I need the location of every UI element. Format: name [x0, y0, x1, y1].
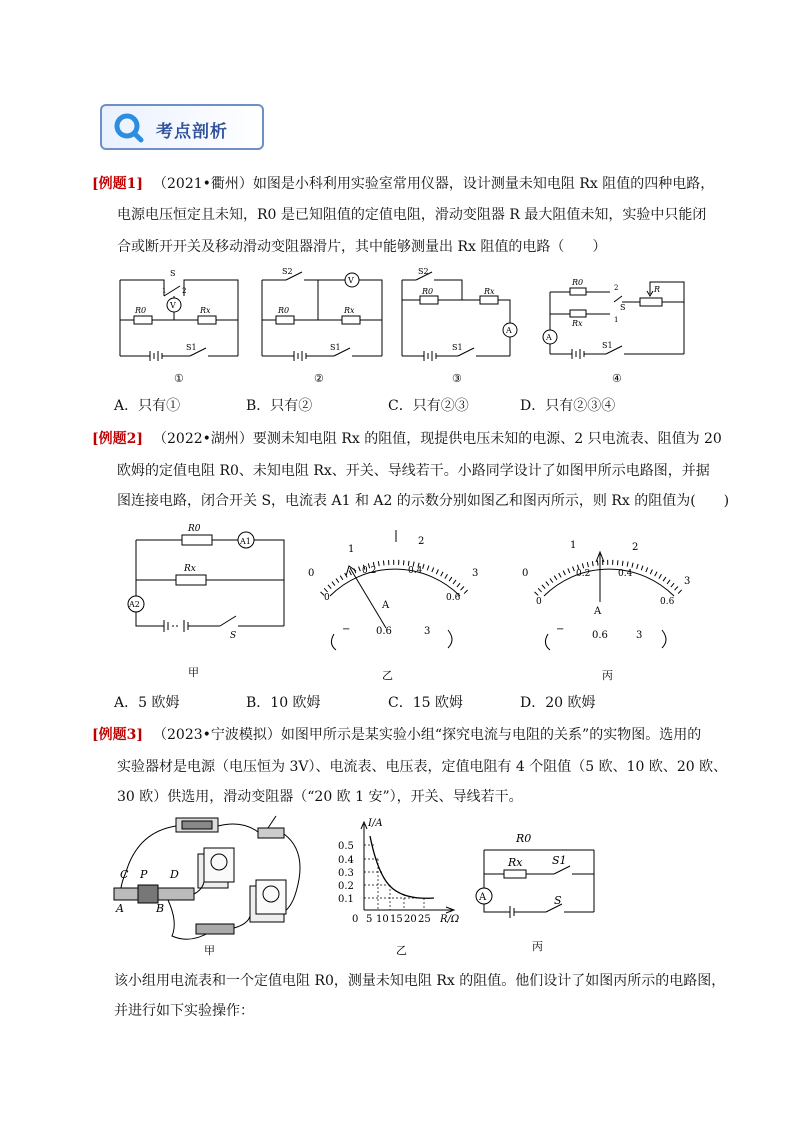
- c4-t2: 2: [614, 284, 619, 292]
- ex2-fig-jia: [120, 518, 296, 682]
- yi3-ytick-04: 0.4: [338, 855, 354, 866]
- c1-t1: 1: [162, 287, 167, 295]
- c3-a: A: [506, 326, 512, 335]
- ex2-line2: 欧姆的定值电阻 R0、未知电阻 Rx、开关、导线若干。小路同学设计了如图甲所示电路图，并据: [117, 463, 710, 479]
- banner-title: 考点剖析: [156, 122, 228, 142]
- jia-s: S: [230, 631, 237, 641]
- ex1-tag: [例题1]: [92, 176, 143, 192]
- jia-r0: R0: [188, 524, 201, 534]
- ex3-line2: 实验器材是电源（电压恒为 3V）、电流表、电压表，定值电阻有 4 个阻值（5 欧、10 欧、20 欧、: [117, 759, 728, 775]
- c3-s2: S2: [418, 268, 429, 276]
- jia-a2: A2: [129, 600, 140, 609]
- bing-tick-o0: 0: [522, 568, 529, 579]
- bing3-s: S: [554, 894, 562, 907]
- bing3-caption: 丙: [532, 940, 543, 953]
- search-icon: [114, 113, 144, 143]
- yi3-ytick-05: 0.5: [338, 841, 354, 852]
- ex2-meter-yi: [300, 524, 490, 684]
- yi-tick-i2: 0.4: [408, 566, 423, 576]
- c1-t2: 2: [182, 287, 187, 295]
- bing-tick-o1: 1: [570, 540, 577, 551]
- c4-num: ④: [612, 372, 622, 385]
- yi-tick-i3: 0.6: [446, 593, 461, 603]
- bing-term-neg: −: [556, 624, 565, 635]
- jia-caption: 甲: [188, 666, 199, 679]
- ex2-option-b[interactable]: B．10 欧姆: [246, 695, 321, 711]
- yi-tick-i1: 0.2: [362, 566, 377, 576]
- yi-caption: 乙: [382, 669, 393, 682]
- ex3-fig-jia: [108, 812, 320, 960]
- bing3-a: A: [479, 892, 487, 903]
- yi3-xtick-0: 0: [352, 914, 359, 925]
- circuit-3: [394, 268, 526, 388]
- yi3-xtick-20: 20: [404, 914, 417, 925]
- yi-term-06: 0.6: [376, 626, 392, 637]
- ex1-option-a[interactable]: A．只有①: [114, 398, 181, 414]
- ex3-line5: 并进行如下实验操作：: [114, 1003, 254, 1019]
- ex2-option-c[interactable]: C．15 欧姆: [388, 695, 463, 711]
- ex3-line3: 30 欧）供选用，滑动变阻器（“20 欧 1 安”），开关、导线若干。: [117, 789, 523, 805]
- yi3-caption: 乙: [396, 944, 407, 957]
- ex1-text1: （2021•衢州）如图是小科利用实验室常用仪器，设计测量未知电阻 Rx 阻值的四种电路，: [153, 176, 715, 192]
- jia3-c: C: [120, 868, 129, 881]
- c2-r0: R0: [278, 306, 290, 315]
- jia3-b: B: [156, 902, 165, 915]
- jia-rx: Rx: [184, 564, 196, 574]
- c1-s-label: S: [170, 269, 176, 278]
- ex2-option-d[interactable]: D．20 欧姆: [520, 695, 596, 711]
- bing-tick-i2: 0.4: [618, 569, 633, 579]
- ex3-fig-yi: [334, 814, 476, 960]
- ex1-line2: 电源电压恒定且未知，R0 是已知阻值的定值电阻，滑动变阻器 R 最大阻值未知，实验中只能闭: [117, 207, 707, 223]
- jia3-d: D: [170, 868, 179, 881]
- ex1-option-d[interactable]: D．只有②③④: [520, 398, 616, 414]
- c2-s1: S1: [330, 343, 341, 352]
- jia3-p: P: [140, 868, 148, 881]
- ex3-line1: [92, 726, 701, 744]
- c1-r0: R0: [135, 306, 147, 315]
- yi3-xtick-15: 15: [390, 914, 403, 925]
- yi3-xlabel: R/Ω: [440, 914, 460, 925]
- c3-s1: S1: [452, 343, 463, 352]
- c4-s: S: [620, 303, 626, 312]
- ex1-option-c[interactable]: C．只有②③: [388, 398, 469, 414]
- ex3-line4: 该小组用电流表和一个定值电阻 R0，测量未知电阻 Rx 的阻值。他们设计了如图丙所示的电路图，: [114, 973, 726, 989]
- yi3-ytick-02: 0.2: [338, 881, 354, 892]
- circuit-2: [256, 268, 388, 388]
- section-banner: [100, 104, 264, 150]
- yi-term-neg: −: [342, 624, 351, 635]
- yi3-xtick-25: 25: [418, 914, 431, 925]
- c3-num: ③: [452, 372, 462, 385]
- bing-term-06: 0.6: [592, 630, 608, 641]
- c2-v: V: [348, 276, 354, 285]
- yi3-xtick-5: 5: [366, 914, 373, 925]
- c4-s1: S1: [602, 341, 613, 350]
- ex1-line1: [92, 175, 714, 193]
- c2-num: ②: [314, 372, 324, 385]
- bing3-rx: Rx: [508, 856, 523, 869]
- ex2-meter-bing: [514, 524, 704, 684]
- ex1-line3: 合或断开开关及移动滑动变阻器滑片，其中能够测量出 Rx 阻值的电路（ ）: [117, 239, 607, 255]
- c1-rx: Rx: [200, 306, 211, 315]
- yi3-xtick-10: 10: [376, 914, 389, 925]
- jia3-a: A: [116, 902, 124, 915]
- ex2-line3: 图连接电路，闭合开关 S，电流表 A1 和 A2 的示数分别如图乙和图丙所示，则 Rx 的阻值为( ): [117, 493, 730, 509]
- ex1-option-b[interactable]: B．只有②: [246, 398, 313, 414]
- yi-tick-o1: 1: [348, 544, 355, 555]
- yi3-ytick-03: 0.3: [338, 868, 354, 879]
- ex2-tag: [例题2]: [92, 431, 143, 447]
- yi-tick-i0: 0: [324, 593, 330, 603]
- bing-tick-i3: 0.6: [660, 597, 675, 607]
- yi-tick-o0: 0: [308, 568, 315, 579]
- bing-term-3: 3: [636, 630, 643, 641]
- c1-s1: S1: [186, 343, 197, 352]
- ex2-line1: [92, 430, 722, 448]
- c4-t1: 1: [614, 316, 619, 324]
- yi3-ytick-01: 0.1: [338, 894, 354, 905]
- ex2-option-a[interactable]: A．5 欧姆: [114, 695, 180, 711]
- jia3-caption: 甲: [204, 944, 215, 957]
- yi3-ylabel: I/A: [368, 818, 383, 829]
- c4-rx: Rx: [572, 319, 583, 328]
- c3-rx: Rx: [484, 287, 495, 296]
- bing-tick-o3: 3: [684, 576, 691, 587]
- ex3-text1: （2023•宁波模拟）如图甲所示是某实验小组“探究电流与电阻的关系”的实物图。选用的: [153, 727, 702, 743]
- bing-tick-o2: 2: [632, 542, 639, 553]
- ex3-fig-bing: [470, 822, 606, 958]
- c2-s2: S2: [282, 268, 293, 276]
- c4-r0: R0: [572, 278, 584, 287]
- c4-a: A: [546, 333, 552, 342]
- yi-a: A: [382, 600, 390, 611]
- ex2-text1: （2022•湖州）要测未知电阻 Rx 的阻值，现提供电压未知的电源、2 只电流表、阻值为 20: [153, 431, 722, 447]
- c3-r0: R0: [422, 287, 434, 296]
- circuit-1: [112, 268, 244, 388]
- c1-v: V: [170, 301, 176, 310]
- bing-tick-i1: 0.2: [576, 569, 591, 579]
- yi-tick-o3: 3: [472, 568, 479, 579]
- bing3-s1: S1: [552, 854, 567, 867]
- c2-rx: Rx: [344, 306, 355, 315]
- bing-a: A: [594, 606, 602, 617]
- c4-r: R: [654, 285, 661, 294]
- bing3-r0: R0: [516, 832, 532, 845]
- c1-num: ①: [174, 372, 184, 385]
- ex3-tag: [例题3]: [92, 727, 143, 743]
- yi-term-3: 3: [424, 626, 431, 637]
- bing-tick-i0: 0: [536, 597, 542, 607]
- circuit-4: [536, 268, 686, 388]
- bing-caption: 丙: [602, 669, 613, 682]
- yi-tick-o2: 2: [418, 536, 425, 547]
- jia-a1: A1: [240, 537, 251, 546]
